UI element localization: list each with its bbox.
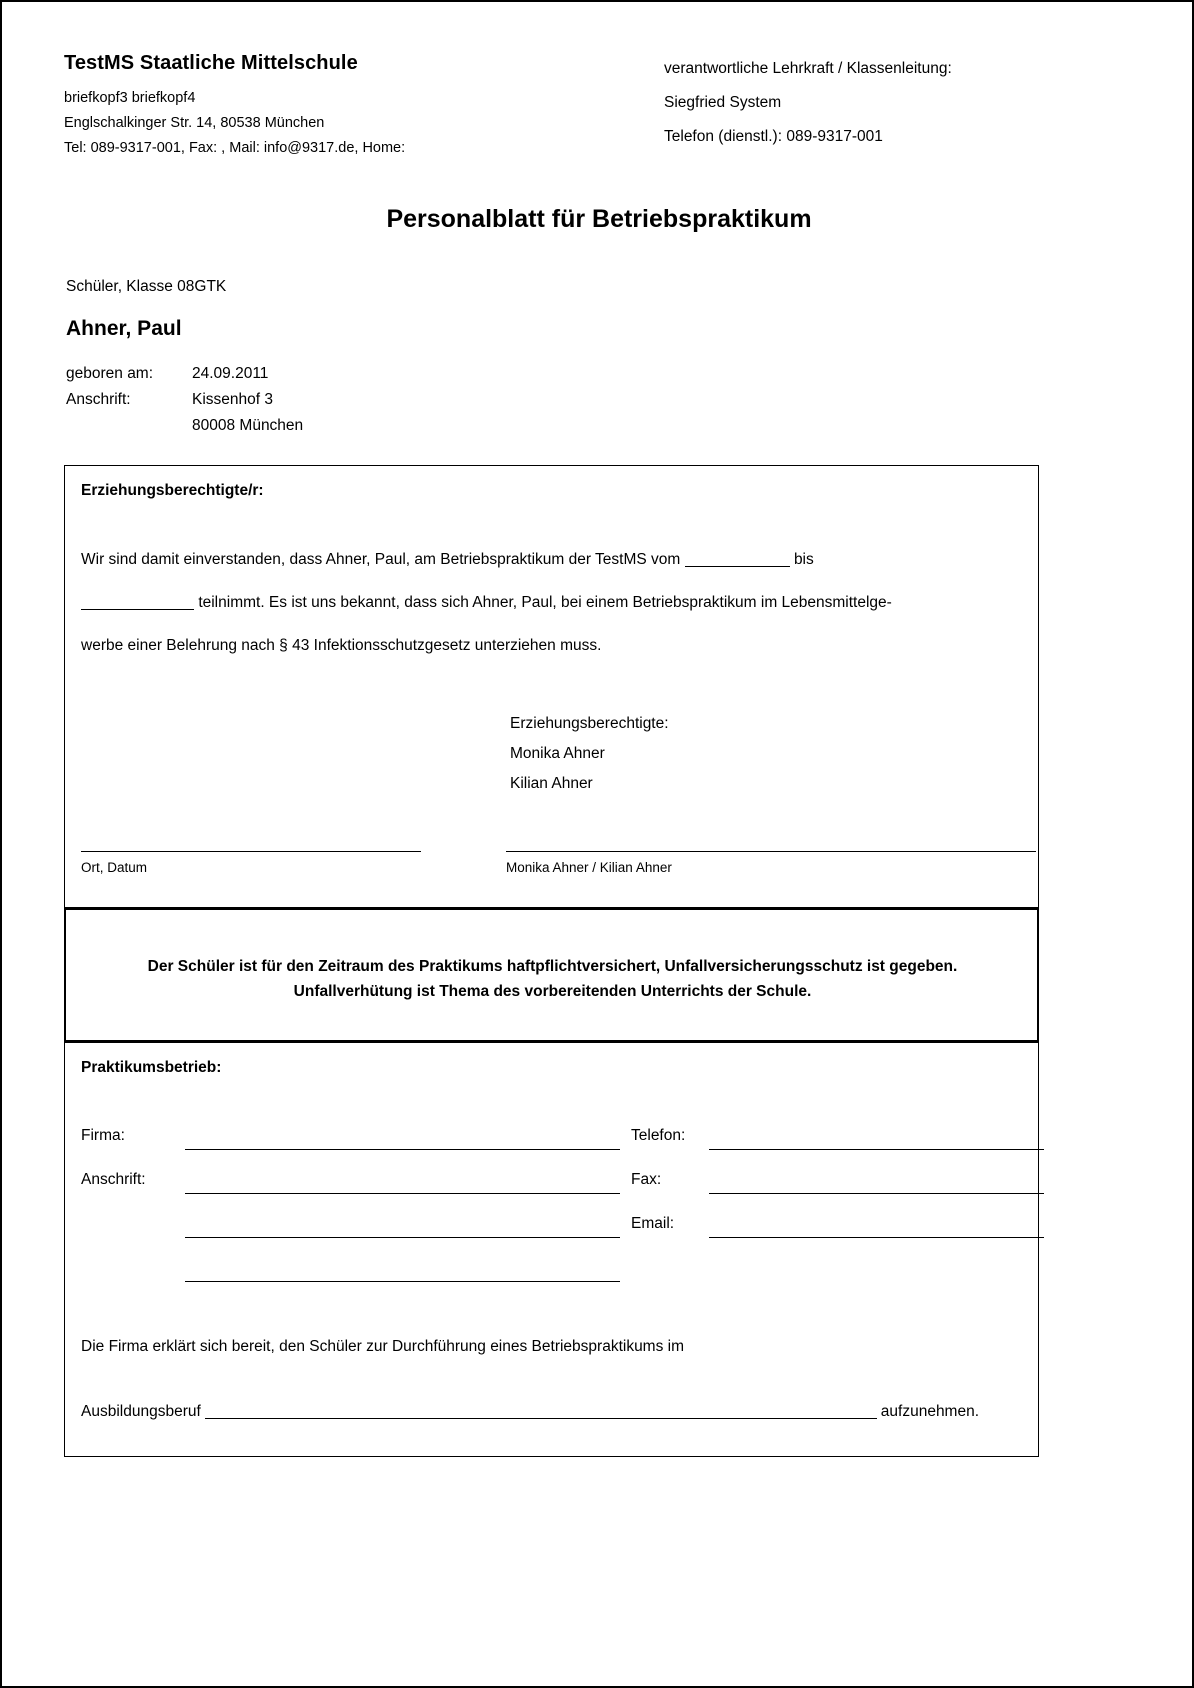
guardian-name-1: Monika Ahner bbox=[510, 745, 605, 762]
guardian-box-heading: Erziehungsberechtigte/r: bbox=[81, 482, 264, 499]
company-declaration-text: Die Firma erklärt sich bereit, den Schüler zur Durchführung eines Betriebspraktikums im bbox=[81, 1338, 685, 1355]
insurance-notice-text bbox=[86, 954, 1019, 1004]
field-firma-label: Firma: bbox=[81, 1127, 125, 1144]
company-section-box bbox=[64, 1042, 1039, 1457]
teacher-name: Siegfried System bbox=[664, 94, 782, 111]
signature-field-guardian[interactable] bbox=[506, 851, 1036, 875]
ausbildungsberuf-row bbox=[81, 1403, 1023, 1421]
field-firma-input[interactable] bbox=[185, 1149, 620, 1150]
company-row-4 bbox=[81, 1259, 1023, 1303]
guardian-names-caption: Erziehungsberechtigte: bbox=[510, 715, 669, 732]
student-name: Ahner, Paul bbox=[66, 317, 182, 340]
insurance-line-1: Der Schüler ist für den Zeitraum des Praktikums haftpflichtversichert, Unfallversicherungsschutz ist gegeben. bbox=[147, 958, 958, 975]
student-info-block bbox=[66, 278, 766, 439]
company-row-2 bbox=[81, 1171, 1023, 1215]
student-address-row bbox=[66, 387, 766, 413]
letterhead bbox=[64, 52, 1064, 161]
school-address-line-1: briefkopf3 briefkopf4 bbox=[64, 90, 196, 106]
company-box-heading: Praktikumsbetrieb: bbox=[81, 1059, 222, 1076]
ausbildungsberuf-suffix: aufzunehmen. bbox=[880, 1403, 980, 1420]
insurance-line-2: Unfallverhütung ist Thema des vorbereitenden Unterrichts der Schule. bbox=[293, 983, 812, 1000]
student-address-line-2: 80008 München bbox=[192, 417, 304, 434]
student-address-line-1: Kissenhof 3 bbox=[192, 391, 273, 408]
student-birth-label: geboren am: bbox=[66, 365, 154, 382]
signature-caption-place-date: Ort, Datum bbox=[81, 860, 148, 875]
company-fields bbox=[81, 1127, 1023, 1303]
signature-rule-place-date bbox=[81, 851, 421, 852]
signature-field-place-date[interactable] bbox=[81, 851, 421, 875]
end-date-blank[interactable] bbox=[81, 609, 194, 610]
field-email-label: Email: bbox=[631, 1215, 675, 1232]
school-name: TestMS Staatliche Mittelschule bbox=[64, 52, 358, 74]
consent-text-part-3: teilnimmt. Es ist uns bekannt, dass sich Ahner, Paul, bei einem Betriebspraktikum im Lebensmittelge- bbox=[198, 594, 892, 611]
ausbildungsberuf-input[interactable] bbox=[205, 1418, 877, 1419]
student-address-row-2 bbox=[66, 413, 766, 439]
field-anschrift-input-1[interactable] bbox=[185, 1193, 620, 1194]
company-row-1 bbox=[81, 1127, 1023, 1171]
signature-caption-guardian: Monika Ahner / Kilian Ahner bbox=[506, 860, 672, 875]
guardian-consent-box bbox=[64, 465, 1039, 908]
field-anschrift-input-3[interactable] bbox=[185, 1281, 620, 1282]
teacher-block bbox=[664, 52, 1064, 161]
field-email-input[interactable] bbox=[709, 1237, 1044, 1238]
field-fax-input[interactable] bbox=[709, 1193, 1044, 1194]
consent-paragraph bbox=[81, 538, 1023, 667]
school-contact-line: Tel: 089-9317-001, Fax: , Mail: info@9317.de, Home: bbox=[64, 140, 406, 156]
student-birth-row bbox=[66, 361, 766, 387]
ausbildungsberuf-label: Ausbildungsberuf bbox=[81, 1403, 201, 1420]
school-address-block bbox=[64, 52, 624, 161]
company-row-3 bbox=[81, 1215, 1023, 1259]
teacher-phone: Telefon (dienstl.): 089-9317-001 bbox=[664, 128, 883, 145]
school-address-line-2: Englschalkinger Str. 14, 80538 München bbox=[64, 115, 325, 131]
student-class-line: Schüler, Klasse 08GTK bbox=[66, 278, 227, 295]
field-telefon-input[interactable] bbox=[709, 1149, 1044, 1150]
insurance-notice-box bbox=[64, 908, 1039, 1042]
teacher-caption: verantwortliche Lehrkraft / Klassenleitung: bbox=[664, 60, 952, 77]
consent-text-part-1: Wir sind damit einverstanden, dass Ahner, Paul, am Betriebspraktikum der TestMS vom bbox=[81, 551, 681, 568]
field-anschrift-label: Anschrift: bbox=[81, 1171, 146, 1188]
guardian-name-2: Kilian Ahner bbox=[510, 775, 593, 792]
guardian-names-block bbox=[510, 709, 669, 799]
field-anschrift-input-2[interactable] bbox=[185, 1237, 620, 1238]
student-address-label-spacer bbox=[66, 413, 192, 439]
consent-text-part-4: werbe einer Belehrung nach § 43 Infektionsschutzgesetz unterziehen muss. bbox=[81, 637, 602, 654]
field-fax-label: Fax: bbox=[631, 1171, 662, 1188]
page-title: Personalblatt für Betriebspraktikum bbox=[386, 205, 812, 233]
field-telefon-label: Telefon: bbox=[631, 1127, 686, 1144]
student-address-label: Anschrift: bbox=[66, 391, 131, 408]
signature-rule-guardian bbox=[506, 851, 1036, 852]
student-birth-value: 24.09.2011 bbox=[192, 365, 269, 382]
consent-text-part-2: bis bbox=[793, 551, 814, 568]
start-date-blank[interactable] bbox=[685, 566, 790, 567]
